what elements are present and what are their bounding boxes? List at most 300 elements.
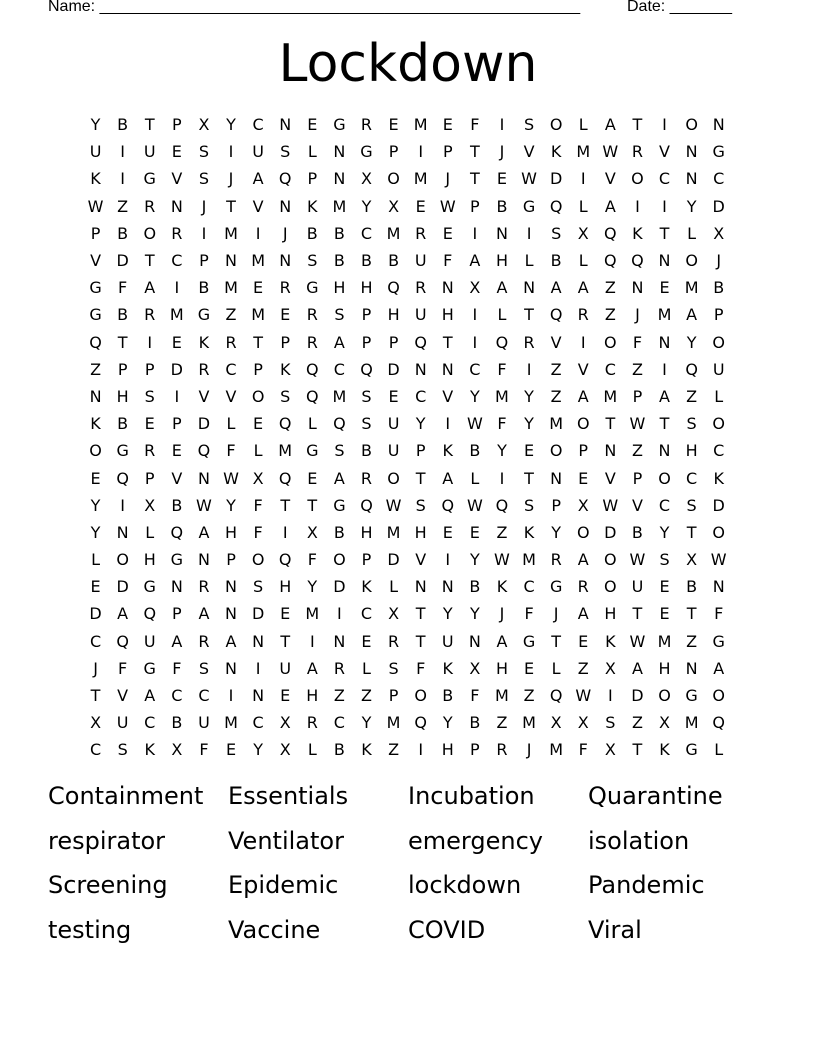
grid-letter: K xyxy=(279,359,291,379)
grid-letter: I xyxy=(228,686,234,706)
word-bank-item: Viral xyxy=(588,915,642,944)
grid-letter: T xyxy=(632,604,643,624)
name-field-label: Name: ______________________________________________________ xyxy=(48,0,581,15)
grid-letter: O xyxy=(604,577,617,597)
grid-letter: F xyxy=(714,604,724,624)
grid-letter: V xyxy=(225,386,237,406)
grid-letter: F xyxy=(253,495,263,515)
grid-letter: T xyxy=(117,332,128,352)
grid-letter: R xyxy=(171,223,183,243)
grid-letter: E xyxy=(578,468,589,488)
grid-letter: E xyxy=(280,604,291,624)
grid-letter: G xyxy=(170,550,184,570)
grid-letter: N xyxy=(170,577,183,597)
grid-letter: S xyxy=(605,713,616,733)
grid-letter: K xyxy=(442,441,454,461)
grid-letter: X xyxy=(577,713,589,733)
grid-letter: W xyxy=(629,550,646,570)
grid-letter: Q xyxy=(441,495,455,515)
grid-letter: A xyxy=(252,169,264,189)
grid-letter: Q xyxy=(387,278,400,298)
grid-letter: J xyxy=(553,604,559,624)
grid-letter: M xyxy=(332,386,347,406)
grid-row xyxy=(82,709,732,736)
grid-letter: O xyxy=(387,468,400,488)
grid-letter: G xyxy=(143,577,156,597)
grid-row xyxy=(82,383,732,410)
grid-letter: D xyxy=(170,359,183,379)
grid-letter: P xyxy=(144,468,155,488)
grid-letter: P xyxy=(226,550,236,570)
grid-letter: Z xyxy=(550,386,562,406)
grid-letter: N xyxy=(279,251,292,271)
grid-letter: Q xyxy=(116,468,129,488)
grid-letter: D xyxy=(251,604,265,624)
grid-letter: C xyxy=(225,359,237,379)
grid-letter: C xyxy=(333,359,345,379)
grid-row xyxy=(82,736,732,763)
grid-letter: U xyxy=(89,142,102,162)
grid-letter: C xyxy=(171,251,183,271)
grid-letter: P xyxy=(280,332,291,352)
grid-letter: X xyxy=(388,604,400,624)
grid-letter: L xyxy=(687,223,697,243)
grid-letter: I xyxy=(635,196,640,216)
word-bank-item: Vaccine xyxy=(228,915,321,944)
grid-letter: V xyxy=(415,550,427,570)
grid-letter: X xyxy=(90,713,102,733)
grid-letter: M xyxy=(413,169,428,189)
grid-letter: U xyxy=(387,414,400,434)
grid-letter: X xyxy=(577,223,589,243)
grid-letter: M xyxy=(522,713,536,733)
grid-letter: N xyxy=(225,604,237,624)
grid-row xyxy=(82,600,732,627)
grid-letter: F xyxy=(497,359,507,379)
grid-letter: Q xyxy=(604,223,617,243)
grid-letter: G xyxy=(685,740,698,760)
word-bank-item: Incubation xyxy=(408,782,535,810)
grid-letter: H xyxy=(441,305,454,325)
grid-letter: G xyxy=(549,577,563,597)
grid-letter: M xyxy=(251,305,266,325)
grid-letter: D xyxy=(604,522,617,542)
grid-letter: C xyxy=(686,468,698,488)
grid-letter: Y xyxy=(497,441,507,461)
grid-letter: W xyxy=(710,550,727,570)
grid-letter: T xyxy=(605,414,616,434)
grid-letter: B xyxy=(333,522,345,542)
word-search-grid xyxy=(82,111,732,764)
grid-letter: J xyxy=(716,251,722,271)
grid-letter: N xyxy=(225,658,237,678)
grid-letter: B xyxy=(713,278,725,298)
grid-letter: N xyxy=(333,142,346,162)
worksheet-header xyxy=(48,0,748,18)
word-bank-item: respirator xyxy=(48,826,166,855)
grid-letter: S xyxy=(686,414,697,434)
grid-letter: H xyxy=(495,658,508,678)
grid-letter: Y xyxy=(90,495,101,515)
grid-letter: T xyxy=(524,468,534,488)
grid-letter: R xyxy=(577,305,589,325)
grid-letter: K xyxy=(361,577,372,597)
grid-letter: G xyxy=(116,441,129,461)
grid-letter: G xyxy=(333,495,346,515)
grid-letter: T xyxy=(632,115,643,135)
grid-letter: M xyxy=(169,305,184,325)
grid-letter: E xyxy=(659,278,670,298)
grid-letter: O xyxy=(712,414,725,434)
grid-letter: A xyxy=(577,550,589,570)
word-bank-item: Epidemic xyxy=(228,871,339,899)
grid-letter: S xyxy=(253,577,264,597)
grid-letter: M xyxy=(549,740,564,760)
grid-letter: V xyxy=(90,251,102,271)
grid-letter: N xyxy=(116,522,129,542)
grid-letter: R xyxy=(198,359,210,379)
grid-letter: J xyxy=(228,169,234,189)
grid-letter: G xyxy=(522,631,536,651)
grid-row xyxy=(82,165,732,192)
grid-letter: U xyxy=(441,631,454,651)
grid-letter: Y xyxy=(469,550,480,570)
grid-letter: S xyxy=(361,414,372,434)
grid-letter: Z xyxy=(631,441,643,461)
grid-letter: O xyxy=(387,169,400,189)
grid-letter: T xyxy=(659,223,670,243)
grid-letter: N xyxy=(685,169,698,189)
grid-letter: Y xyxy=(551,522,562,542)
grid-letter: E xyxy=(253,414,264,434)
grid-letter: R xyxy=(144,196,156,216)
grid-row xyxy=(82,247,732,274)
grid-letter: N xyxy=(658,441,671,461)
grid-letter: S xyxy=(198,142,209,162)
grid-letter: B xyxy=(306,223,318,243)
grid-letter: E xyxy=(469,522,480,542)
grid-letter: A xyxy=(577,278,589,298)
grid-letter: L xyxy=(307,414,317,434)
grid-letter: I xyxy=(418,142,424,162)
grid-letter: N xyxy=(225,251,237,271)
grid-letter: A xyxy=(144,278,156,298)
grid-letter: A xyxy=(442,468,454,488)
grid-letter: I xyxy=(201,223,207,243)
grid-letter: Y xyxy=(524,414,534,434)
grid-letter: A xyxy=(604,115,616,135)
grid-letter: T xyxy=(551,631,562,651)
grid-letter: N xyxy=(631,278,644,298)
grid-letter: A xyxy=(171,631,183,651)
grid-letter: O xyxy=(576,414,590,434)
grid-letter: A xyxy=(225,631,237,651)
grid-letter: L xyxy=(551,658,561,678)
grid-letter: Q xyxy=(333,414,346,434)
grid-letter: C xyxy=(171,686,183,706)
grid-letter: F xyxy=(226,441,236,461)
grid-letter: S xyxy=(198,169,209,189)
grid-letter: V xyxy=(198,386,210,406)
grid-letter: N xyxy=(89,386,102,406)
grid-letter: P xyxy=(388,332,399,352)
grid-letter: U xyxy=(387,441,400,461)
grid-letter: A xyxy=(577,604,589,624)
grid-letter: S xyxy=(334,441,345,461)
grid-letter: Q xyxy=(414,332,427,352)
grid-letter: M xyxy=(413,115,428,135)
grid-letter: R xyxy=(388,631,400,651)
grid-row xyxy=(82,274,732,301)
grid-letter: O xyxy=(333,550,346,570)
grid-letter: N xyxy=(333,169,346,189)
grid-letter: O xyxy=(604,332,617,352)
grid-letter: W xyxy=(466,414,483,434)
grid-letter: K xyxy=(198,332,210,352)
grid-letter: J xyxy=(93,658,98,678)
grid-letter: M xyxy=(657,631,672,651)
grid-letter: L xyxy=(714,386,724,406)
grid-letter: Z xyxy=(631,713,643,733)
grid-letter: D xyxy=(712,196,725,216)
grid-letter: I xyxy=(526,359,532,379)
grid-letter: F xyxy=(307,550,317,570)
grid-letter: W xyxy=(521,169,537,189)
grid-letter: B xyxy=(171,713,183,733)
grid-row xyxy=(82,193,732,220)
grid-letter: M xyxy=(251,251,266,271)
grid-letter: P xyxy=(578,441,589,461)
grid-letter: L xyxy=(389,577,399,597)
grid-letter: Q xyxy=(495,332,509,352)
grid-letter: K xyxy=(550,142,562,162)
grid-letter: Q xyxy=(712,713,725,733)
grid-letter: P xyxy=(307,169,318,189)
grid-letter: Q xyxy=(360,359,373,379)
grid-letter: H xyxy=(306,686,319,706)
grid-letter: A xyxy=(550,278,562,298)
grid-letter: D xyxy=(387,550,400,570)
grid-letter: V xyxy=(631,495,643,515)
grid-letter: Y xyxy=(442,713,453,733)
grid-letter: T xyxy=(253,332,263,352)
grid-letter: T xyxy=(144,115,155,135)
grid-letter: O xyxy=(414,686,427,706)
grid-letter: O xyxy=(89,441,102,461)
page-title: Lockdown xyxy=(278,34,538,94)
grid-letter: I xyxy=(662,359,667,379)
grid-letter: G xyxy=(522,196,536,216)
grid-letter: A xyxy=(144,686,156,706)
grid-letter: P xyxy=(632,468,643,488)
grid-letter: W xyxy=(466,495,483,515)
grid-letter: T xyxy=(469,169,480,189)
grid-letter: Q xyxy=(116,631,129,651)
grid-letter: S xyxy=(144,386,155,406)
grid-letter: Z xyxy=(117,196,129,216)
grid-letter: X xyxy=(388,196,400,216)
grid-letter: E xyxy=(171,441,182,461)
grid-letter: B xyxy=(469,713,481,733)
grid-letter: W xyxy=(629,414,646,434)
grid-letter: E xyxy=(225,740,237,760)
grid-letter: L xyxy=(578,196,588,216)
grid-letter: P xyxy=(415,441,426,461)
grid-letter: F xyxy=(443,251,453,271)
grid-letter: Q xyxy=(604,251,617,271)
grid-letter: T xyxy=(415,631,426,651)
grid-letter: E xyxy=(442,522,453,542)
grid-letter: O xyxy=(576,522,590,542)
grid-letter: S xyxy=(659,550,670,570)
grid-letter: I xyxy=(472,223,478,243)
grid-row xyxy=(82,519,732,546)
grid-letter: I xyxy=(120,169,125,189)
word-bank-item: Pandemic xyxy=(588,871,705,899)
grid-letter: E xyxy=(659,577,670,597)
grid-letter: C xyxy=(89,740,102,760)
grid-letter: V xyxy=(252,196,264,216)
grid-letter: V xyxy=(117,686,129,706)
grid-letter: K xyxy=(523,522,535,542)
grid-letter: N xyxy=(604,441,617,461)
grid-letter: W xyxy=(87,196,104,216)
grid-letter: O xyxy=(658,468,671,488)
grid-letter: E xyxy=(496,169,507,189)
word-bank-item: Screening xyxy=(48,871,168,899)
grid-letter: W xyxy=(575,686,592,706)
grid-letter: P xyxy=(172,414,182,434)
word-bank-item: COVID xyxy=(408,915,486,944)
grid-letter: P xyxy=(144,359,155,379)
grid-letter: W xyxy=(385,495,402,515)
grid-letter: E xyxy=(90,577,101,597)
grid-letter: O xyxy=(251,550,265,570)
grid-letter: E xyxy=(523,658,535,678)
grid-letter: R xyxy=(333,658,345,678)
grid-letter: G xyxy=(333,115,346,135)
grid-letter: H xyxy=(143,550,156,570)
grid-letter: E xyxy=(361,631,372,651)
grid-letter: F xyxy=(470,115,480,135)
grid-letter: Z xyxy=(686,386,698,406)
grid-letter: R xyxy=(496,740,508,760)
grid-letter: W xyxy=(439,196,456,216)
grid-letter: K xyxy=(307,196,318,216)
grid-letter: N xyxy=(279,115,292,135)
grid-letter: K xyxy=(361,740,372,760)
grid-letter: U xyxy=(631,577,644,597)
grid-letter: O xyxy=(685,115,698,135)
grid-letter: I xyxy=(445,550,451,570)
grid-letter: T xyxy=(524,305,534,325)
grid-letter: B xyxy=(469,577,481,597)
grid-letter: W xyxy=(196,495,212,515)
grid-letter: S xyxy=(307,251,318,271)
grid-letter: Q xyxy=(549,305,563,325)
grid-letter: S xyxy=(280,142,291,162)
grid-letter: M xyxy=(522,550,536,570)
grid-letter: G xyxy=(712,142,725,162)
grid-letter: I xyxy=(174,386,180,406)
grid-letter: N xyxy=(441,278,454,298)
grid-letter: R xyxy=(415,223,427,243)
grid-letter: U xyxy=(198,713,210,733)
grid-letter: D xyxy=(197,414,211,434)
word-bank-item: emergency xyxy=(408,826,543,855)
grid-letter: H xyxy=(360,522,373,542)
grid-letter: F xyxy=(172,658,182,678)
grid-letter: H xyxy=(685,441,698,461)
grid-letter: P xyxy=(117,359,128,379)
grid-letter: C xyxy=(333,713,345,733)
grid-letter: T xyxy=(90,686,101,706)
grid-letter: Q xyxy=(549,196,563,216)
grid-row xyxy=(82,492,732,519)
grid-letter: E xyxy=(523,441,535,461)
grid-letter: N xyxy=(685,658,698,678)
grid-letter: E xyxy=(578,631,589,651)
grid-letter: M xyxy=(576,142,591,162)
grid-row xyxy=(82,356,732,383)
grid-letter: W xyxy=(223,468,239,488)
grid-letter: O xyxy=(549,441,563,461)
grid-letter: X xyxy=(604,658,616,678)
grid-letter: K xyxy=(90,414,101,434)
grid-letter: Q xyxy=(89,332,102,352)
grid-letter: S xyxy=(117,740,128,760)
grid-letter: M xyxy=(386,522,401,542)
grid-letter: R xyxy=(360,115,373,135)
grid-letter: K xyxy=(713,468,724,488)
grid-letter: M xyxy=(278,441,293,461)
grid-letter: H xyxy=(279,577,292,597)
grid-letter: Q xyxy=(278,550,292,570)
grid-letter: N xyxy=(279,196,292,216)
grid-letter: D xyxy=(116,251,129,271)
grid-letter: X xyxy=(686,550,698,570)
grid-letter: U xyxy=(116,713,129,733)
grid-letter: Q xyxy=(495,495,509,515)
grid-letter: I xyxy=(228,142,234,162)
grid-letter: U xyxy=(279,658,292,678)
grid-letter: P xyxy=(199,251,209,271)
grid-letter: O xyxy=(712,522,725,542)
grid-row xyxy=(82,464,732,491)
grid-letter: Z xyxy=(523,686,535,706)
grid-letter: O xyxy=(143,223,157,243)
grid-letter: A xyxy=(686,305,698,325)
grid-letter: S xyxy=(523,115,535,135)
grid-letter: Q xyxy=(549,686,563,706)
grid-letter: Q xyxy=(278,414,292,434)
grid-letter: F xyxy=(118,278,128,298)
grid-letter: F xyxy=(199,740,209,760)
grid-letter: I xyxy=(472,305,478,325)
grid-letter: B xyxy=(442,686,454,706)
grid-letter: E xyxy=(171,332,182,352)
grid-letter: O xyxy=(658,686,671,706)
grid-letter: X xyxy=(550,713,562,733)
word-bank-item: lockdown xyxy=(408,871,522,899)
grid-letter: P xyxy=(361,305,372,325)
grid-letter: F xyxy=(118,658,128,678)
grid-letter: B xyxy=(333,223,345,243)
grid-letter: O xyxy=(549,115,563,135)
grid-letter: B xyxy=(388,251,400,271)
grid-letter: B xyxy=(686,577,698,597)
grid-letter: Q xyxy=(278,169,292,189)
